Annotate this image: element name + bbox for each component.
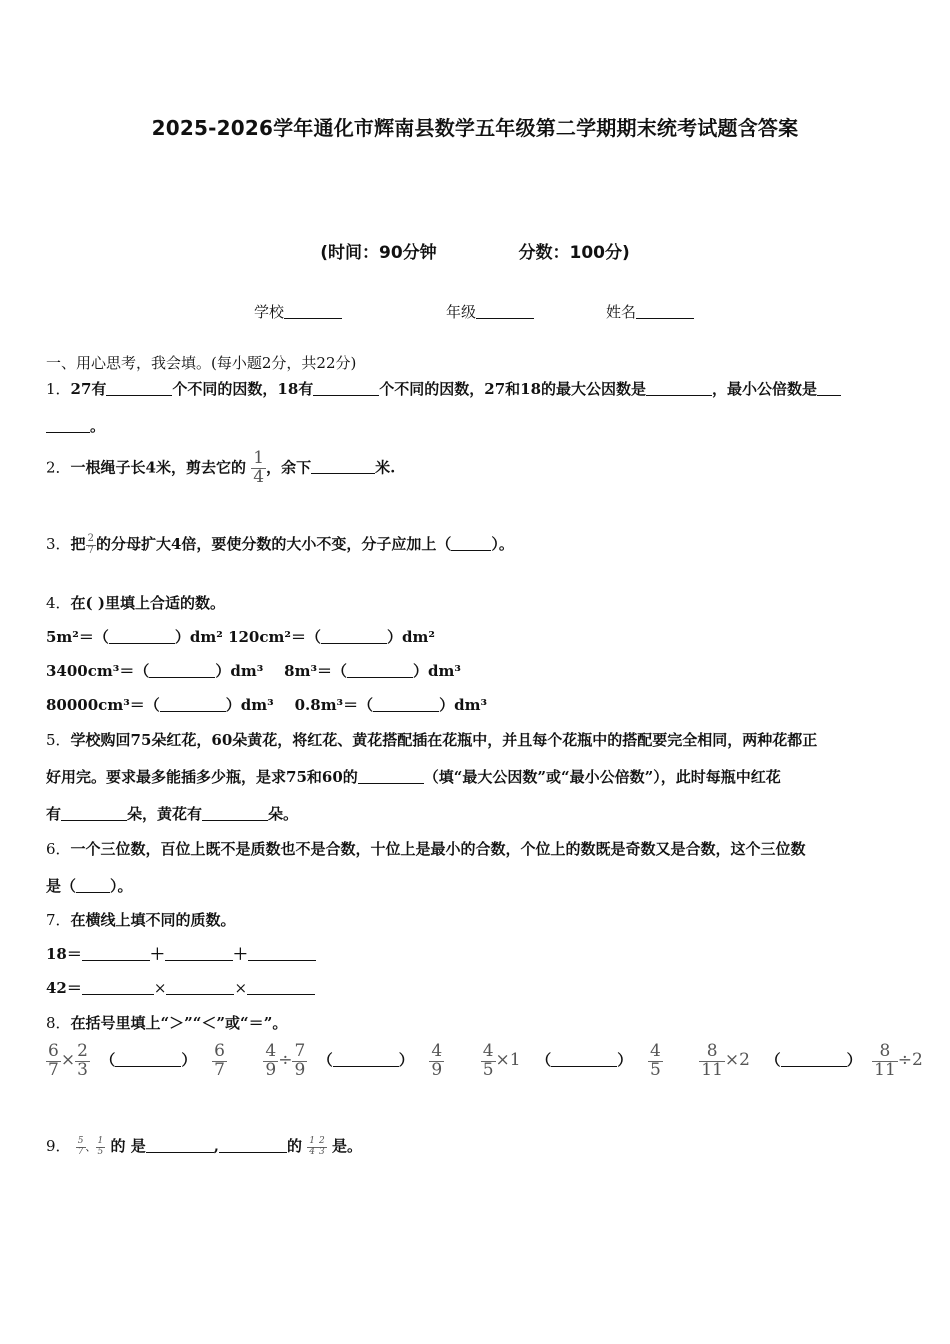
answer-blank[interactable] bbox=[106, 380, 172, 396]
compare-item-4: $\frac{8}{11}$ ×2 （ ） $\frac{8}{11}$ ÷2 bbox=[701, 1041, 923, 1080]
answer-blank[interactable] bbox=[61, 805, 127, 821]
question-5-line-2: 好用完。要求最多能插多少瓶，是求75和60的 （填“最大公因数”或“最小公倍数”），此时每瓶中红花 bbox=[46, 768, 781, 786]
answer-blank[interactable] bbox=[451, 535, 491, 551]
question-1: 1．27有 个不同的因数，18有 个不同的因数，27和18的最大公因数是 ，最小公倍数是 bbox=[46, 378, 841, 399]
question-4-row-1: 5m²＝（ ）dm² 120cm²＝（ ）dm² bbox=[46, 628, 435, 646]
question-7-row-2: 42＝ × × bbox=[46, 977, 315, 998]
answer-blank[interactable] bbox=[165, 945, 233, 961]
question-4-row-3: 80000cm³＝（ ）dm³ 0.8m³＝（ ）dm³ bbox=[46, 696, 488, 714]
answer-blank[interactable] bbox=[313, 380, 379, 396]
question-4: 4．在( )里填上合适的数。 bbox=[46, 594, 225, 612]
question-7-row-1: 18＝ ＋ ＋ bbox=[46, 943, 316, 964]
answer-blank[interactable] bbox=[76, 877, 110, 893]
question-5-line-3: 有 朵，黄花有 朵。 bbox=[46, 805, 299, 823]
answer-blank[interactable] bbox=[166, 979, 234, 995]
answer-blank[interactable] bbox=[311, 458, 375, 474]
question-5: 5．学校购回75朵红花，60朵黄花，将红花、黄花搭配插在花瓶中，并且每个花瓶中的搭配要完全相同，两种花都正 bbox=[46, 731, 818, 749]
question-7: 7．在横线上填不同的质数。 bbox=[46, 911, 236, 929]
question-8: 8．在括号里填上“＞”“＜”或“＝”。 bbox=[46, 1014, 288, 1032]
answer-blank[interactable] bbox=[248, 945, 316, 961]
name-field[interactable]: 姓名 bbox=[606, 301, 694, 322]
question-9: 9． $\frac{5}{7}$ 、 $\frac{1}{5}$ 的 是 , 的 $\frac{1}{4}$ $\frac{2}{3}$ 是。 bbox=[46, 1136, 362, 1157]
school-field[interactable]: 学校 bbox=[254, 301, 342, 322]
score-label: 分数：100分) bbox=[518, 243, 630, 263]
answer-blank[interactable] bbox=[46, 417, 90, 433]
question-6-line-2: 是（ ）。 bbox=[46, 877, 133, 895]
answer-blank[interactable] bbox=[146, 1137, 214, 1153]
answer-blank[interactable] bbox=[82, 979, 154, 995]
answer-blank[interactable] bbox=[149, 662, 215, 678]
answer-blank[interactable] bbox=[333, 1051, 399, 1067]
compare-item-1: $\frac{6}{7}$ × $\frac{2}{3}$ （ ） $\frac{6}{7}$ bbox=[48, 1041, 225, 1080]
answer-blank[interactable] bbox=[646, 380, 712, 396]
section-heading: 一、用心思考，我会填。(每小题2分，共22分) bbox=[46, 354, 357, 372]
question-3: 3．把 $\frac{2}{7}$ 的分母扩大4倍，要使分数的大小不变，分子应加上（ ）。 bbox=[46, 533, 514, 556]
exam-subtitle bbox=[0, 238, 950, 263]
compare-item-2: $\frac{4}{9}$ ÷ $\frac{7}{9}$ （ ） $\frac{4}{9}$ bbox=[265, 1041, 443, 1080]
answer-blank[interactable] bbox=[202, 805, 268, 821]
grade-field[interactable]: 年级 bbox=[446, 301, 534, 322]
fraction: $\frac{2}{7}$ bbox=[87, 533, 94, 556]
answer-blank[interactable] bbox=[817, 380, 841, 396]
fraction: $\frac{1}{4}$ bbox=[253, 448, 265, 487]
answer-blank[interactable] bbox=[551, 1051, 617, 1067]
question-4-row-2: 3400cm³＝（ ）dm³ 8m³＝（ ）dm³ bbox=[46, 662, 461, 680]
answer-blank[interactable] bbox=[358, 768, 424, 784]
answer-blank[interactable] bbox=[82, 945, 150, 961]
compare-item-3: $\frac{4}{5}$ ×1 （ ） $\frac{4}{5}$ bbox=[482, 1041, 661, 1080]
answer-blank[interactable] bbox=[115, 1051, 181, 1067]
answer-blank[interactable] bbox=[219, 1137, 287, 1153]
question-2: 2．一根绳子长4米，剪去它的 $\frac{1}{4}$ ，余下 米. bbox=[46, 448, 396, 487]
page-title: 2025-2026学年通化市辉南县数学五年级第二学期期末统考试题含答案 bbox=[151, 116, 799, 140]
answer-blank[interactable] bbox=[321, 628, 387, 644]
answer-blank[interactable] bbox=[247, 979, 315, 995]
time-label: (时间：90分钟 bbox=[320, 243, 437, 263]
question-8-items bbox=[46, 1043, 923, 1080]
question-1-cont: 。 bbox=[46, 415, 105, 436]
question-6: 6．一个三位数，百位上既不是质数也不是合数，十位上是最小的合数，个位上的数既是奇数又是合数，这个三位数 bbox=[46, 840, 806, 858]
answer-blank[interactable] bbox=[373, 696, 439, 712]
answer-blank[interactable] bbox=[109, 628, 175, 644]
answer-blank[interactable] bbox=[781, 1051, 847, 1067]
answer-blank[interactable] bbox=[160, 696, 226, 712]
answer-blank[interactable] bbox=[347, 662, 413, 678]
